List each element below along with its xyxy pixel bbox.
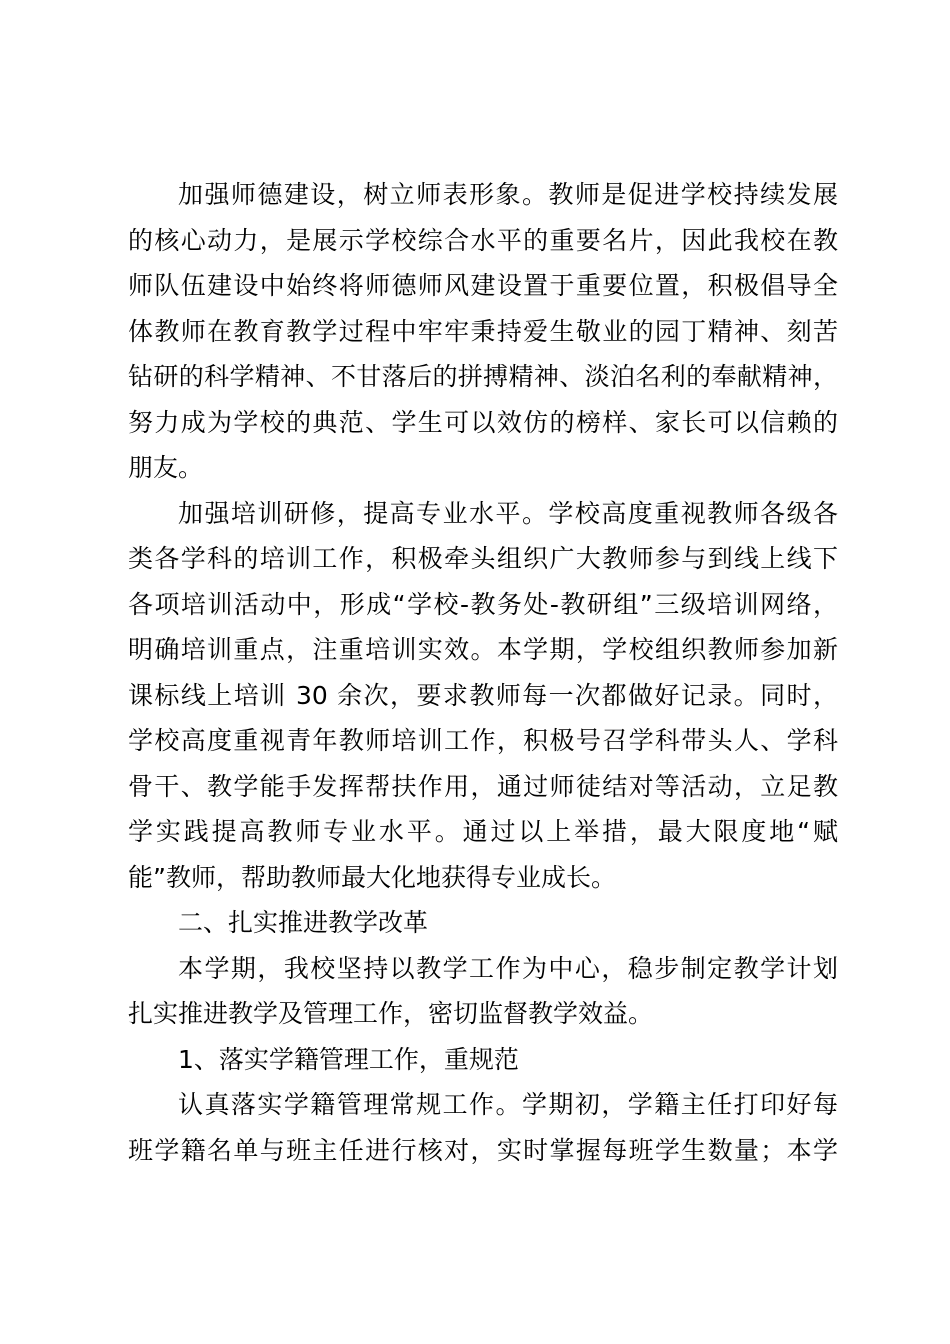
text-line: 类各学科的培训工作，积极牵头组织广大教师参与到线上线下 (128, 544, 838, 573)
text-line: 认真落实学籍管理常规工作。学期初，学籍主任打印好每 (178, 1090, 838, 1119)
text-line: 师队伍建设中始终将师德师风建设置于重要位置，积极倡导全 (128, 271, 838, 300)
text-line: 能”教师，帮助教师最大化地获得专业成长。 (128, 862, 616, 892)
text-line: 学实践提高教师专业水平。通过以上举措，最大限度地“赋 (128, 817, 838, 846)
text-line: 加强师德建设，树立师表形象。教师是促进学校持续发展 (178, 180, 838, 209)
text-line: 钻研的科学精神、不甘落后的拼搏精神、淡泊名利的奉献精神， (128, 362, 838, 391)
text-line: 学校高度重视青年教师培训工作，积极号召学科带头人、学科 (128, 726, 838, 755)
text-line: 班学籍名单与班主任进行核对，实时掌握每班学生数量；本学 (128, 1135, 838, 1165)
text-line: 课标线上培训 30 余次，要求教师每一次都做好记录。同时， (128, 680, 838, 710)
text-line: 1、落实学籍管理工作，重规范 (178, 1044, 519, 1074)
text-line: 努力成为学校的典范、学生可以效仿的榜样、家长可以信赖的 (128, 407, 838, 437)
text-line: 二、扎实推进教学改革 (178, 908, 429, 937)
text-line: 各项培训活动中，形成“学校-教务处-教研组”三级培训网络， (128, 589, 838, 619)
text-line: 本学期，我校坚持以教学工作为中心，稳步制定教学计划 (178, 953, 838, 983)
text-line: 的核心动力，是展示学校综合水平的重要名片，因此我校在教 (128, 225, 838, 255)
text-line: 扎实推进教学及管理工作，密切监督教学效益。 (128, 999, 654, 1028)
text-line: 加强培训研修，提高专业水平。学校高度重视教师各级各 (178, 498, 838, 528)
text-line: 体教师在教育教学过程中牢牢秉持爱生敬业的园丁精神、刻苦 (128, 316, 838, 346)
text-line: 骨干、教学能手发挥帮扶作用，通过师徒结对等活动，立足教 (128, 771, 838, 801)
text-line: 朋友。 (128, 453, 204, 482)
text-line: 明确培训重点，注重培训实效。本学期，学校组织教师参加新 (128, 635, 838, 664)
